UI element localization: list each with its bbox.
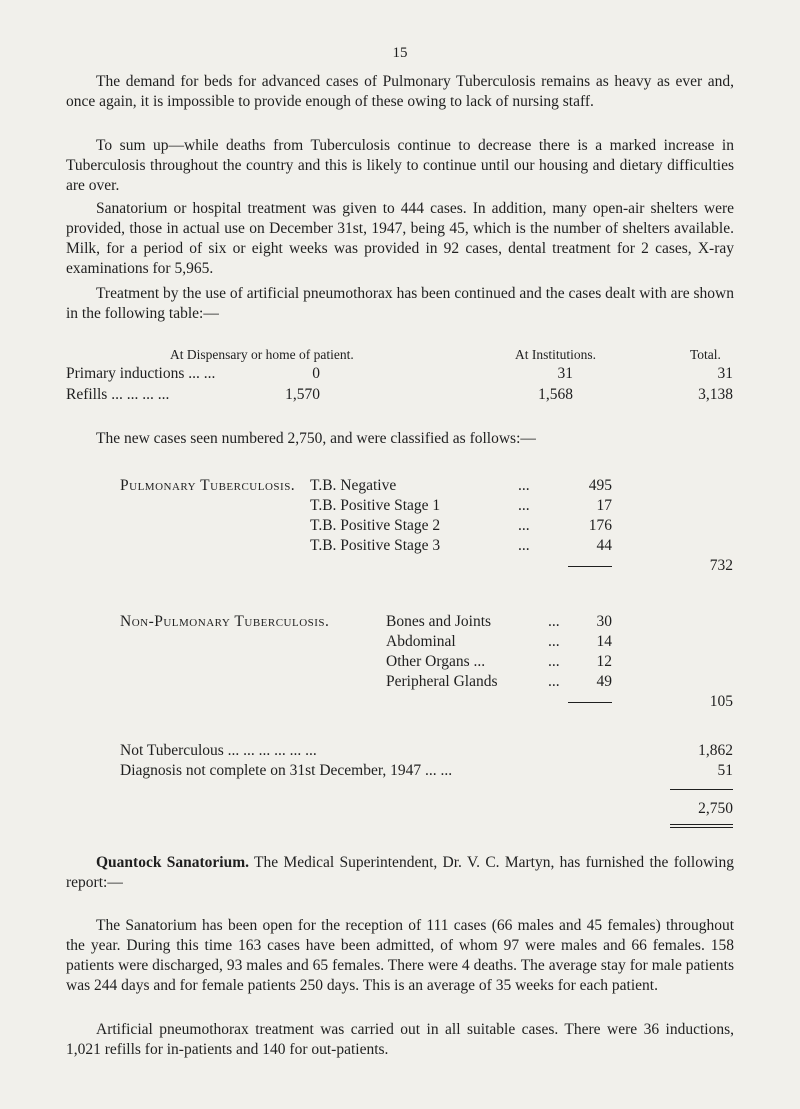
header-institutions: At Institutions. xyxy=(515,347,597,362)
leader-dots: ... xyxy=(518,477,530,494)
leader-dots: ... xyxy=(548,613,560,630)
other-label: Diagnosis not complete on 31st December, 1947 ... ... xyxy=(120,762,453,779)
class-label: Peripheral Glands xyxy=(386,673,498,690)
quantock-intro xyxy=(66,853,734,893)
row-label: Refills ... ... ... ... xyxy=(66,386,170,403)
row-institutions: 31 xyxy=(557,365,573,382)
double-rule-top xyxy=(670,824,733,825)
class-label: T.B. Positive Stage 1 xyxy=(310,497,441,514)
grand-total: 2,750 xyxy=(698,800,733,817)
leader-dots: ... xyxy=(548,673,560,690)
paragraph-pneumothorax: Treatment by the use of artificial pneumothorax has been continued and the cases dealt with are shown in the following table:— xyxy=(66,285,734,322)
class-value: 44 xyxy=(596,537,612,554)
double-rule-bottom xyxy=(670,827,733,828)
page-number: 15 xyxy=(392,45,408,61)
paragraph-new-cases: The new cases seen numbered 2,750, and were classified as follows:— xyxy=(96,430,536,447)
header-total: Total. xyxy=(690,347,721,362)
class-label: T.B. Positive Stage 3 xyxy=(310,537,441,554)
class-label: T.B. Positive Stage 2 xyxy=(310,517,441,534)
paragraph-summary: To sum up—while deaths from Tuberculosis continue to decrease there is a marked increase in Tuberculosis throughout the country and this is likely to continue until our housing and dietary difficulties are over. xyxy=(66,137,734,194)
class-label: Abdominal xyxy=(386,633,456,650)
row-dispensary: 0 xyxy=(312,365,320,382)
other-value: 51 xyxy=(717,762,733,779)
class-label: Other Organs ... xyxy=(386,653,486,670)
class-value: 14 xyxy=(596,633,612,650)
quantock-pneumothorax: Artificial pneumothorax treatment was carried out in all suitable cases. There were 36 inductions, 1,021 refills for in-patients and 140 for out-patients. xyxy=(66,1021,734,1058)
quantock-heading: Quantock Sanatorium. xyxy=(96,854,250,871)
leader-dots: ... xyxy=(548,633,560,650)
leader-dots: ... xyxy=(518,497,530,514)
subtotal-rule xyxy=(568,702,612,703)
paragraph-bed-demand: The demand for beds for advanced cases of Pulmonary Tuberculosis remains as heavy as ever and, once again, it is impossible to provide enough of these owing to lack of nursing staff. xyxy=(66,73,734,110)
class-value: 176 xyxy=(588,517,612,534)
row-dispensary: 1,570 xyxy=(285,386,320,403)
row-total: 3,138 xyxy=(698,386,733,403)
pulmonary-heading: Pulmonary Tuberculosis. xyxy=(120,477,296,494)
non-pulmonary-heading: Non-Pulmonary Tuberculosis. xyxy=(120,613,330,630)
row-total: 31 xyxy=(717,365,733,382)
class-value: 12 xyxy=(596,653,612,670)
header-dispensary: At Dispensary or home of patient. xyxy=(170,347,354,362)
paragraph-sanatorium-treatment: Sanatorium or hospital treatment was given to 444 cases. In addition, many open-air shelters were provided, those in actual use on December 31st, 1947, being 45, which is the number of shelters available. Milk, for a period of six or eight weeks was provided in 92 cases, dental treatment for 2 cases, X-ray examinations for 5,965. xyxy=(66,200,734,277)
other-label: Not Tuberculous ... ... ... ... ... ... xyxy=(120,742,317,759)
class-value: 49 xyxy=(596,673,612,690)
class-label: T.B. Negative xyxy=(310,477,397,494)
class-label: Bones and Joints xyxy=(386,613,492,630)
pulmonary-subtotal: 732 xyxy=(709,557,733,574)
leader-dots: ... xyxy=(518,517,530,534)
quantock-intro-text: The Medical Superintendent, Dr. V. C. Martyn, has furnished the following report:— xyxy=(66,854,734,891)
class-value: 17 xyxy=(596,497,612,514)
non-pulmonary-subtotal: 105 xyxy=(709,693,733,710)
class-value: 30 xyxy=(596,613,612,630)
subtotal-rule xyxy=(568,566,612,567)
leader-dots: ... xyxy=(548,653,560,670)
leader-dots: ... xyxy=(518,537,530,554)
row-institutions: 1,568 xyxy=(538,386,573,403)
quantock-report: The Sanatorium has been open for the reception of 111 cases (66 males and 45 females) throughout the year. During this time 163 cases have been admitted, of whom 97 were males and 66 females. 158 patients were discharged, 93 males and 65 females. There were 4 deaths. The average stay for male patients was 244 days and for female patients 250 days. This is an average of 35 weeks for each patient. xyxy=(66,917,734,994)
class-value: 495 xyxy=(588,477,612,494)
other-value: 1,862 xyxy=(698,742,733,759)
row-label: Primary inductions ... ... xyxy=(66,365,216,382)
total-rule xyxy=(670,789,733,790)
